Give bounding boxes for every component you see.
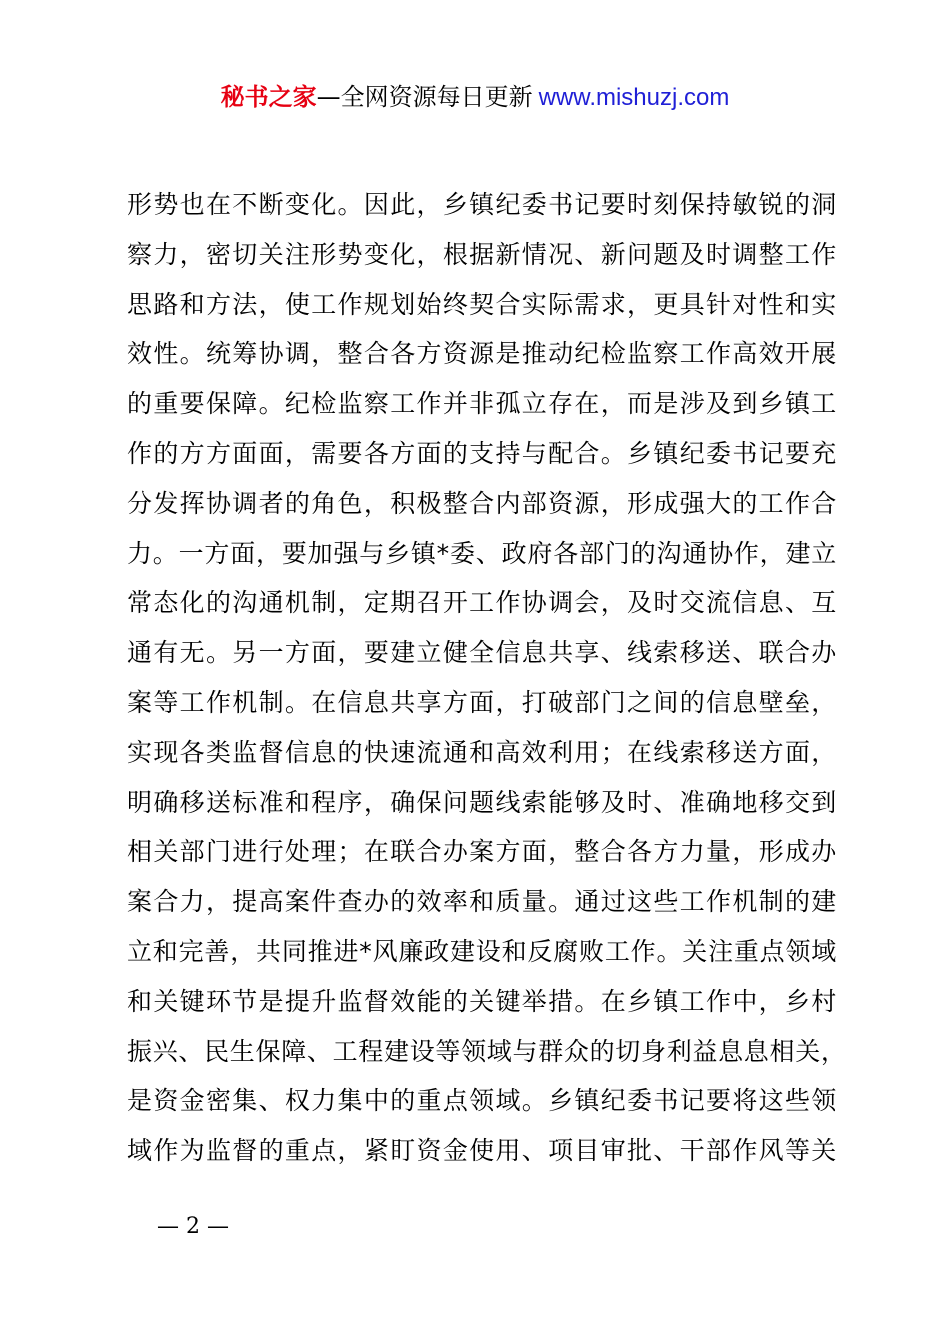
text-line: 力。一方面，要加强与乡镇*委、政府各部门的沟通协作，建立 (127, 538, 837, 568)
text-line: 案等工作机制。在信息共享方面，打破部门之间的信息壁垒， (127, 687, 837, 717)
header-dash: — (316, 83, 341, 111)
text-line: 相关部门进行处理；在联合办案方面，整合各方力量，形成办 (127, 837, 837, 867)
page-number: — 2 — (157, 1214, 229, 1239)
text-line: 分发挥协调者的角色，积极整合内部资源，形成强大的工作合 (127, 488, 837, 518)
text-line: 效性。统筹协调，整合各方资源是推动纪检监察工作高效开展 (127, 339, 837, 369)
text-line: 实现各类监督信息的快速流通和高效利用；在线索移送方面， (127, 737, 837, 767)
site-header (0, 82, 950, 113)
text-line: 思路和方法，使工作规划始终契合实际需求，更具针对性和实 (127, 289, 837, 319)
text-line: 案合力，提高案件查办的效率和质量。通过这些工作机制的建 (127, 887, 837, 917)
text-line: 常态化的沟通机制，定期召开工作协调会，及时交流信息、互 (127, 588, 837, 618)
site-url-link[interactable]: www.mishuzj.com (538, 84, 730, 111)
document-body (127, 180, 847, 1176)
text-line: 作的方方面面，需要各方面的支持与配合。乡镇纪委书记要充 (127, 438, 837, 468)
text-line: 明确移送标准和程序，确保问题线索能够及时、准确地移交到 (127, 787, 837, 817)
text-line: 通有无。另一方面，要建立健全信息共享、线索移送、联合办 (127, 638, 837, 668)
text-line: 是资金密集、权力集中的重点领域。乡镇纪委书记要将这些领 (127, 1086, 837, 1116)
header-tagline: 全网资源每日更新 (340, 83, 533, 111)
text-line: 形势也在不断变化。因此，乡镇纪委书记要时刻保持敏锐的洞 (127, 190, 837, 219)
text-line: 振兴、民生保障、工程建设等领域与群众的切身利益息息相关， (127, 1036, 847, 1066)
text-line: 和关键环节是提升监督效能的关键举措。在乡镇工作中，乡村 (127, 986, 837, 1016)
text-line: 域作为监督的重点，紧盯资金使用、项目审批、干部作风等关 (127, 1136, 837, 1166)
text-line: 察力，密切关注形势变化，根据新情况、新问题及时调整工作 (127, 239, 837, 269)
text-line: 的重要保障。纪检监察工作并非孤立存在，而是涉及到乡镇工 (127, 389, 837, 419)
brand-name: 秘书之家 (220, 83, 317, 111)
text-line: 立和完善，共同推进*风廉政建设和反腐败工作。关注重点领域 (127, 936, 837, 966)
